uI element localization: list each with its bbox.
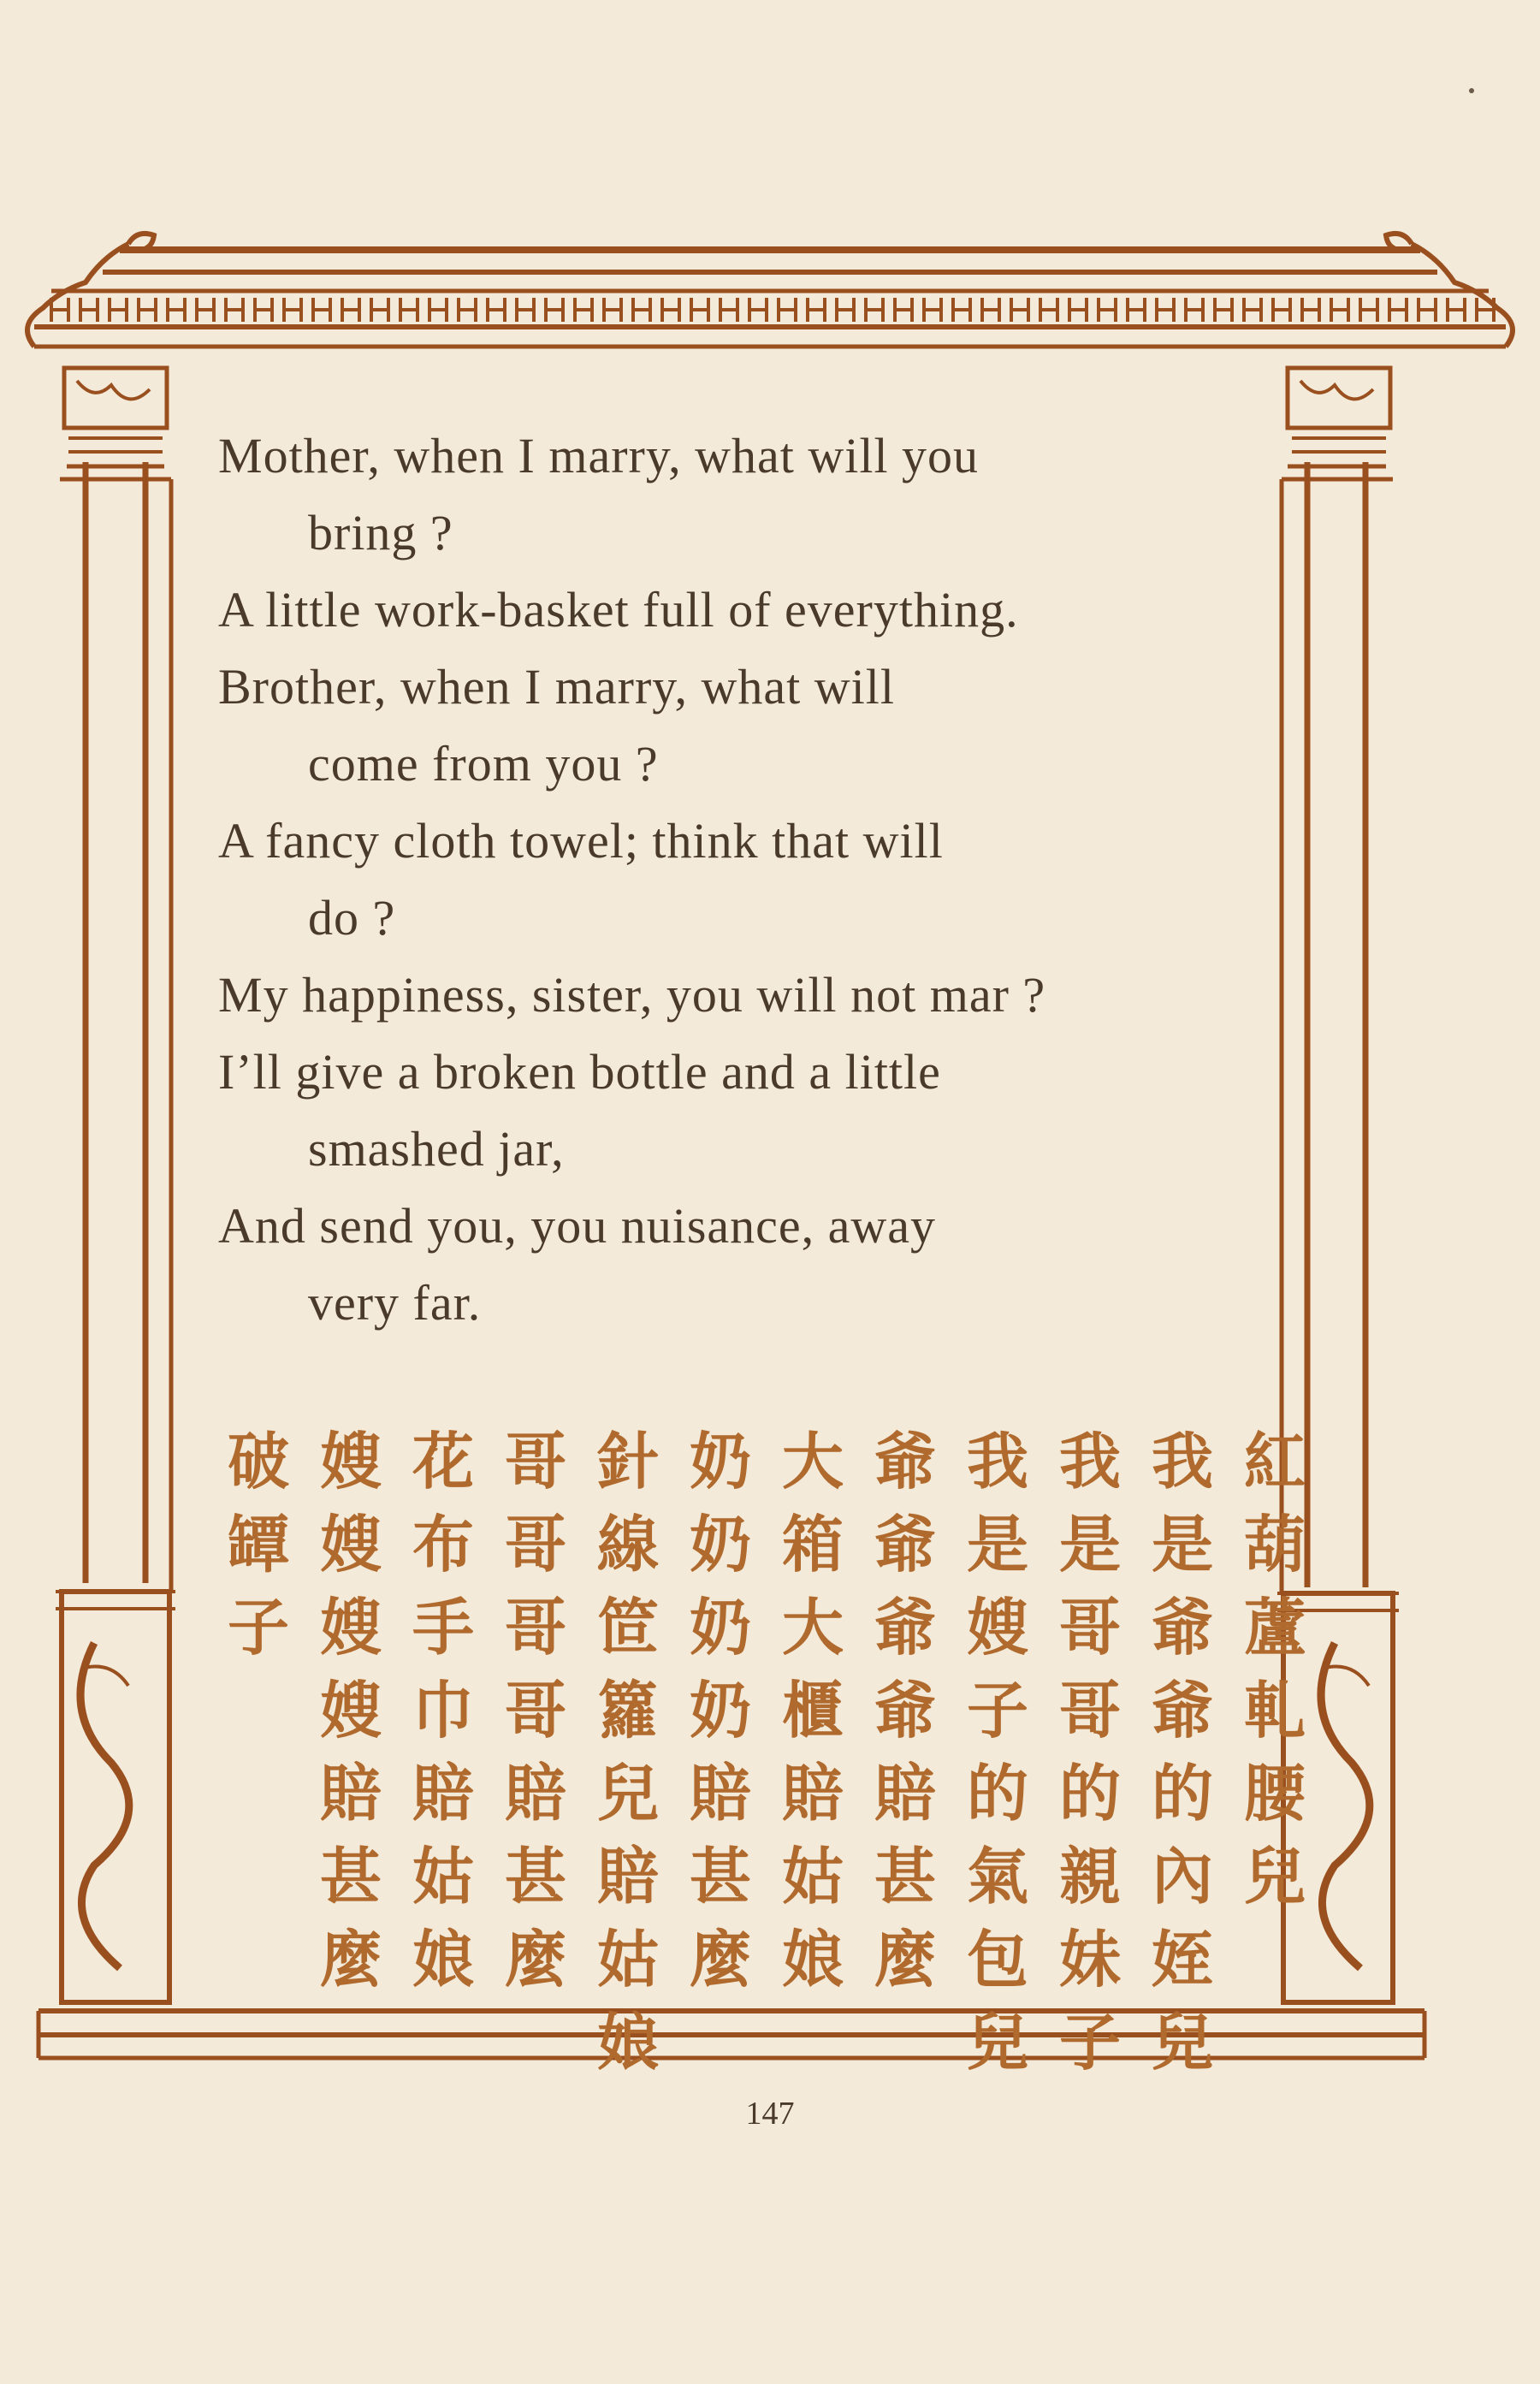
chinese-column: 爺 爺 爺 爺 賠 甚 麼 (874, 1426, 936, 1996)
verse-line: Mother, when I marry, what will you (218, 428, 980, 483)
verse-line: come from you ? (308, 736, 659, 792)
chinese-column: 針 線 笸 籮 兒 賠 姑 娘 (596, 1426, 659, 2079)
verse-line: bring ? (308, 505, 453, 560)
chinese-column: 我 是 爺 爺 的 內 姪 兒 (1151, 1426, 1213, 2079)
chinese-column: 破 罈 子 (227, 1426, 289, 1663)
chinese-column: 奶 奶 奶 奶 賠 甚 麼 (689, 1426, 751, 1996)
verse-line: very far. (308, 1275, 482, 1331)
chinese-column: 我 是 哥 哥 的 親 妹 子 (1058, 1426, 1121, 2079)
verse-line: My happiness, sister, you will not mar ? (218, 967, 1046, 1023)
verse-line: A little work-basket full of everything. (218, 582, 1019, 638)
chinese-column: 哥 哥 哥 哥 賠 甚 麼 (504, 1426, 566, 1996)
verse-line: Brother, when I marry, what will (218, 659, 895, 715)
verse-line: A fancy cloth towel; think that will (218, 813, 944, 869)
chinese-verse (171, 1420, 1306, 2079)
chinese-column: 我 是 嫂 子 的 氣 包 兒 (966, 1426, 1028, 2079)
page-number: 147 (745, 2096, 795, 2132)
chinese-column: 花 布 手 巾 賠 姑 娘 (412, 1426, 474, 1996)
verse-line: And send you, you nuisance, away (218, 1198, 936, 1254)
chinese-column: 大 箱 大 櫃 賠 姑 娘 (781, 1426, 844, 1996)
verse-line: do ? (308, 890, 396, 946)
verse-line: I’ll give a broken bottle and a little (218, 1044, 941, 1100)
chinese-column: 紅 葫 蘆 軋 腰 兒 (1243, 1426, 1306, 1913)
english-verse (218, 418, 1330, 1342)
verse-line: smashed jar, (308, 1121, 565, 1177)
chinese-column: 嫂 嫂 嫂 嫂 賠 甚 麼 (319, 1426, 382, 1996)
